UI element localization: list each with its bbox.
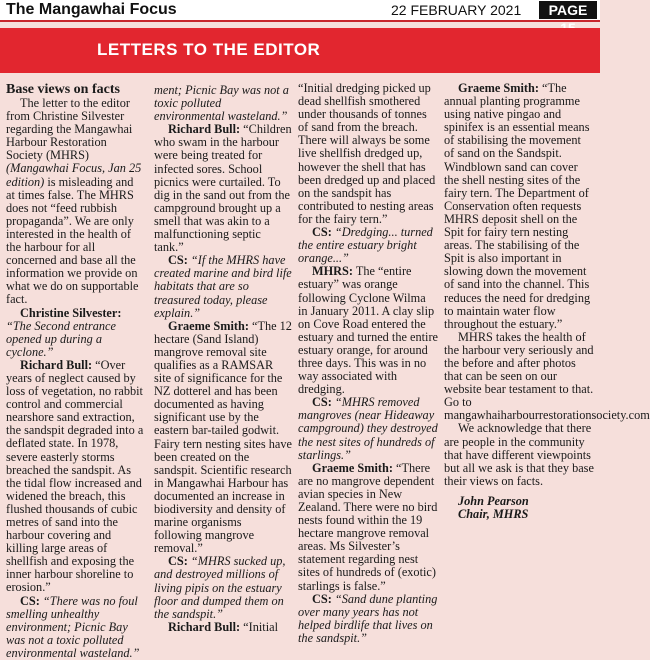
page-number-badge: PAGE	[539, 1, 597, 19]
article-column-2-text	[154, 83, 292, 634]
signature	[444, 495, 594, 521]
quote-text: “There was no foul smelling unhealthy environment; Picnic Bay was not a toxic polluted environmental wasteland.”	[6, 593, 140, 660]
intro-text-1: The letter to the editor from Christine Silvester regarding the Mangawhai Harbour Restoration Society (MHRS)	[6, 96, 133, 163]
paragraph-intro	[6, 97, 144, 307]
quote-text: “Dredging... turned the entire estuary bright orange...”	[298, 225, 433, 266]
intro-text-2: is misleading and at times false. The MHRS does not “feed rubbish propaganda”. We are only interested in the health of the harbour for all concerned and base all the information we provide on what we do on supportable fact.	[6, 174, 139, 307]
speaker-label: Richard Bull:	[168, 122, 241, 137]
speaker-label: CS:	[168, 253, 188, 268]
speaker-label: CS:	[20, 593, 40, 608]
section-banner	[0, 28, 600, 73]
quote-text: “MHRS sucked up, and destroyed millions of living pipis on the estuary floor and dumped them on the sandspit.”	[154, 554, 286, 621]
speaker-label: CS:	[312, 395, 332, 410]
speaker-label: CS:	[312, 591, 332, 606]
article-column-1	[6, 82, 144, 660]
speaker-label: Graeme Smith:	[458, 81, 539, 95]
paragraph-rb-3-start: Richard Bull: “Initial	[168, 619, 278, 634]
speaker-label: Graeme Smith:	[312, 460, 393, 475]
paragraph-cs-2	[6, 595, 144, 660]
paragraph-cs-7	[298, 593, 438, 645]
response-text: The “entire estuary” was orange following Cyclone Wilma in January 2011. A clay slip on Cove Road entered the estuary and turned the entire estuary orange, for around three days. This was in no way associated with dredging.	[298, 264, 438, 397]
rb-3-text: “Initial dredging picked up dead shellfish smothered under thousands of tonnes of sand from the breach. There will always be some live shellfish dredged up, however the shell that has been dredged up and placed on the sandspit has contributed to nesting areas for the fairy tern.”	[298, 81, 436, 226]
speaker-label: Graeme Smith:	[168, 318, 249, 333]
paragraph-cs-1	[6, 307, 144, 359]
publication-name: The Mangawhai Focus	[6, 1, 177, 18]
response-text: “There are no mangrove dependent avian species in New Zealand. There were no bird nests found within the 19 hectare mangrove removal areas. Ms Silvester’s statement regarding nest sites of hundreds of (exotic) starlings is false.”	[298, 460, 438, 593]
paragraph-cs-6	[298, 396, 438, 461]
speaker-label: MHRS:	[312, 264, 353, 279]
paragraph-cs-5	[298, 226, 438, 265]
response-text: “The 12 hectare (Sand Island) mangrove removal site qualifies as a RAMSAR site of significance for the NZ dotterel and has been documented as having significant use by the eastern bar-tailed godwit. Fairy tern nesting sites have been created on the sandspit. Scientific research in Mangawhai Harbour has documented an increase in biodiversity and density of marine organisms following mangrove removal.”	[154, 318, 292, 556]
quote-text: “MHRS removed mangroves (near Hideaway campground) they destroyed the nest sites of hundreds of starlings.”	[298, 395, 438, 462]
paragraph-closing-2: We acknowledge that there are people in the community that have different viewpoints but all we ask is that they base their views on facts.	[444, 421, 594, 488]
signature-name: John Pearson	[458, 493, 529, 508]
cs-2-quote-tail: ment; Picnic Bay was not a toxic polluted environmental wasteland.”	[154, 83, 289, 124]
speaker-label: Richard Bull:	[20, 357, 93, 372]
speaker-label: Richard Bull:	[168, 619, 241, 634]
speaker-label: CS:	[312, 225, 332, 240]
section-title: LETTERS TO THE EDITOR	[97, 40, 321, 59]
paragraph-rb-2	[154, 123, 292, 254]
paragraph-closing-1: MHRS takes the health of the harbour very seriously and the before and after photos that can be seen on our website bear testament to that. Go to mangawhaiharbourrestorationsociety.com	[444, 329, 650, 423]
response-text: “Over years of neglect caused by loss of vegetation, no rabbit control and commercial nearshore sand extraction, the sandspit degraded into a deflated state. In 1978, severe easterly storms breached the sandspit. As the tidal flow increased and widened the breach, this flushed thousands of cubic metres of sand into the harbour covering and killing large areas of shellfish and exposing the inner harbour shoreline to erosion.”	[6, 357, 144, 595]
paragraph-mhrs	[298, 265, 438, 396]
paragraph-gs-3	[444, 82, 594, 331]
signature-role: Chair, MHRS	[458, 507, 529, 521]
response-text: “The annual planting programme using native pingao and spinifex is an essential means of stabilising the movement of sand on the Sandspit. Windblown sand can cover the shell nesting sites of the fairy tern. The Department of Conservation often requests MHRS deposit shell on the Spit for fairy tern nesting areas. The stabilising of the Spit is also important in slowing down the movement of sand into the channel. This reduces the need for dredging to maintain water flow throughout the estuary.”	[444, 81, 591, 331]
paragraph-rb-1	[6, 359, 144, 595]
speaker-label: Christine Silvester:	[20, 305, 122, 320]
quote-text: “The Second entrance opened up during a cyclone.”	[6, 318, 116, 359]
speaker-label: CS:	[168, 554, 188, 569]
paragraph-gs-2	[298, 462, 438, 593]
response-text: “Children who swam in the harbour were being treated for infected sores. School picnics were curtailed. To dig in the sand out from the campground brought up a smell that was akin to a malfunctioning septic tank.”	[154, 122, 292, 255]
quote-text: “If the MHRS have created marine and bird life habitats that are so treasured today, please explain.”	[154, 253, 292, 320]
article-column-4	[444, 81, 650, 548]
intro-reference: (Mangawhai Focus, Jan 25 edition)	[6, 161, 142, 189]
masthead	[0, 0, 600, 20]
article-headline: Base views on facts	[6, 82, 120, 97]
paragraph-cs-4	[154, 555, 292, 620]
paragraph-cs-3	[154, 254, 292, 319]
issue-date: 22 FEBRUARY 2021	[391, 2, 522, 18]
paragraph-gs-1	[154, 320, 292, 556]
article-column-3	[298, 81, 438, 645]
masthead-divider	[0, 20, 600, 22]
quote-text: “Sand dune planting over many years has not helped birdlife that lives on the sandspit.”	[298, 591, 438, 645]
column-2-inner	[154, 6, 292, 84]
